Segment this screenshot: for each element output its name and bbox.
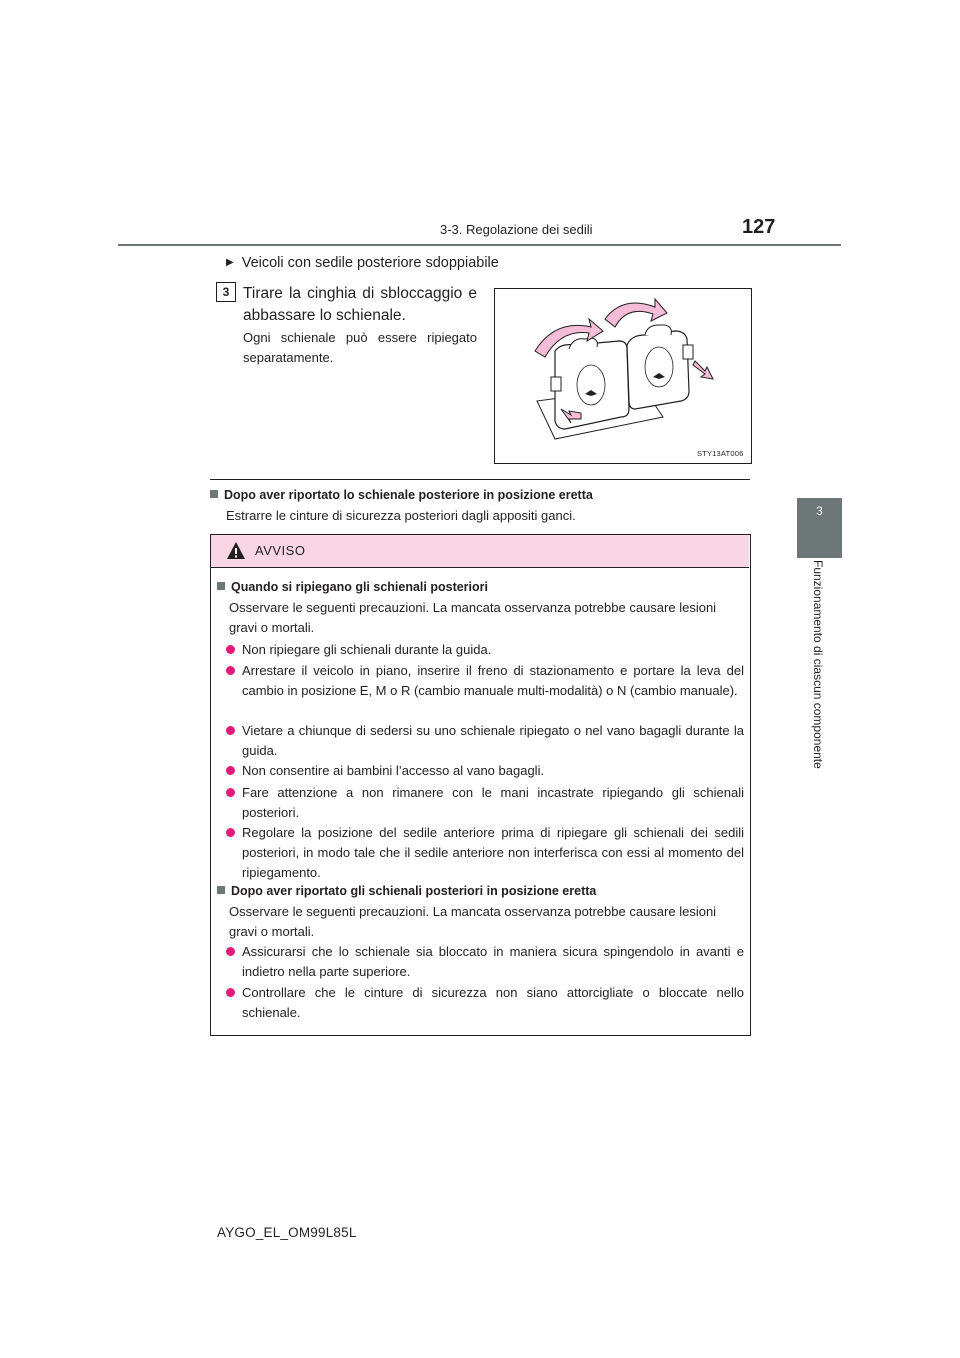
bullet-dot-icon (226, 788, 235, 797)
warning-bullet-text: Vietare a chiunque di sedersi su uno schienale ripiegato o nel vano bagagli durante la guida. (242, 723, 744, 758)
section-title: 3-3. Regolazione dei sedili (440, 222, 593, 237)
warning-bullet (242, 661, 744, 701)
warning-bullet-text: Non consentire ai bambini l’accesso al vano bagagli. (242, 763, 545, 778)
warning-icon (226, 541, 246, 560)
bullet-dot-icon (226, 766, 235, 775)
figure-code: STY13AT006 (697, 449, 744, 458)
warning-bullet (242, 783, 744, 823)
warning-section-heading (217, 884, 596, 898)
step-instruction: Tirare la cinghia di sbloccaggio e abbassare lo schienale. (243, 285, 477, 324)
warning-bullet-text: Regolare la posizione del sedile anteriore prima di ripiegare gli schienali dei sedili posteriori, in modo tale che il sedile anteriore non interferisca con essi al momento del ripiegamento. (242, 825, 744, 880)
warning-section-heading-text: Dopo aver riportato gli schienali posteriori in posizione eretta (231, 884, 597, 898)
warning-bullet (242, 721, 744, 761)
warning-bullet-text: Arrestare il veicolo in piano, inserire il freno di stazionamento e portare la leva del cambio in posizione E, M o R (cambio manuale multi-modalità) o N (cambio manuale). (242, 663, 744, 698)
step-number: 3 (216, 282, 236, 302)
vehicle-variant-text: Veicoli con sedile posteriore sdoppiabile (241, 255, 499, 271)
header-rule (118, 244, 841, 246)
warning-intro: Osservare le seguenti precauzioni. La mancata osservanza potrebbe causare lesioni gravi o mortali. (229, 600, 717, 635)
note-heading-text: Dopo aver riportato lo schienale posteriore in posizione eretta (224, 488, 593, 502)
warning-bullet (242, 942, 744, 982)
document-code: AYGO_EL_OM99L85L (217, 1225, 357, 1240)
bullet-dot-icon (226, 988, 235, 997)
seat-fold-diagram (495, 289, 751, 463)
warning-bullet (242, 983, 744, 1023)
bullet-dot-icon (226, 666, 235, 675)
warning-bullet (242, 640, 744, 660)
triangle-icon: ▶ (226, 257, 234, 268)
page-number: 127 (742, 216, 776, 238)
warning-section-heading (217, 580, 488, 594)
warning-title: AVVISO (255, 543, 306, 558)
warning-bullet-text: Non ripiegare gli schienali durante la guida. (242, 642, 492, 657)
bullet-dot-icon (226, 828, 235, 837)
note-heading (210, 488, 593, 502)
square-bullet-icon (217, 582, 225, 590)
warning-intro: Osservare le seguenti precauzioni. La mancata osservanza potrebbe causare lesioni gravi o mortali. (229, 904, 717, 939)
bullet-dot-icon (226, 726, 235, 735)
chapter-label: Funzionamento di ciascun componente (811, 560, 825, 769)
chapter-number: 3 (816, 504, 823, 518)
bullet-dot-icon (226, 947, 235, 956)
square-bullet-icon (217, 886, 225, 894)
warning-bullet-text: Controllare che le cinture di sicurezza non siano attorcigliate o bloccate nello schienale. (242, 985, 744, 1020)
step-note: Ogni schienale può essere ripiegato separatamente. (243, 330, 477, 365)
warning-bullet (242, 761, 744, 781)
vehicle-variant (226, 255, 499, 271)
warning-bullet-text: Assicurarsi che lo schienale sia bloccato in maniera sicura spingendolo in avanti e indietro nella parte superiore. (242, 944, 744, 979)
square-bullet-icon (210, 490, 218, 498)
warning-bullet (242, 823, 744, 883)
divider (210, 479, 750, 480)
bullet-dot-icon (226, 645, 235, 654)
warning-section-heading-text: Quando si ripiegano gli schienali posteriori (231, 580, 488, 594)
note-body: Estrarre le cinture di sicurezza posteriori dagli appositi ganci. (226, 508, 576, 523)
seat-illustration (494, 288, 752, 464)
warning-bullet-text: Fare attenzione a non rimanere con le mani incastrate ripiegando gli schienali posteriori. (242, 785, 744, 820)
